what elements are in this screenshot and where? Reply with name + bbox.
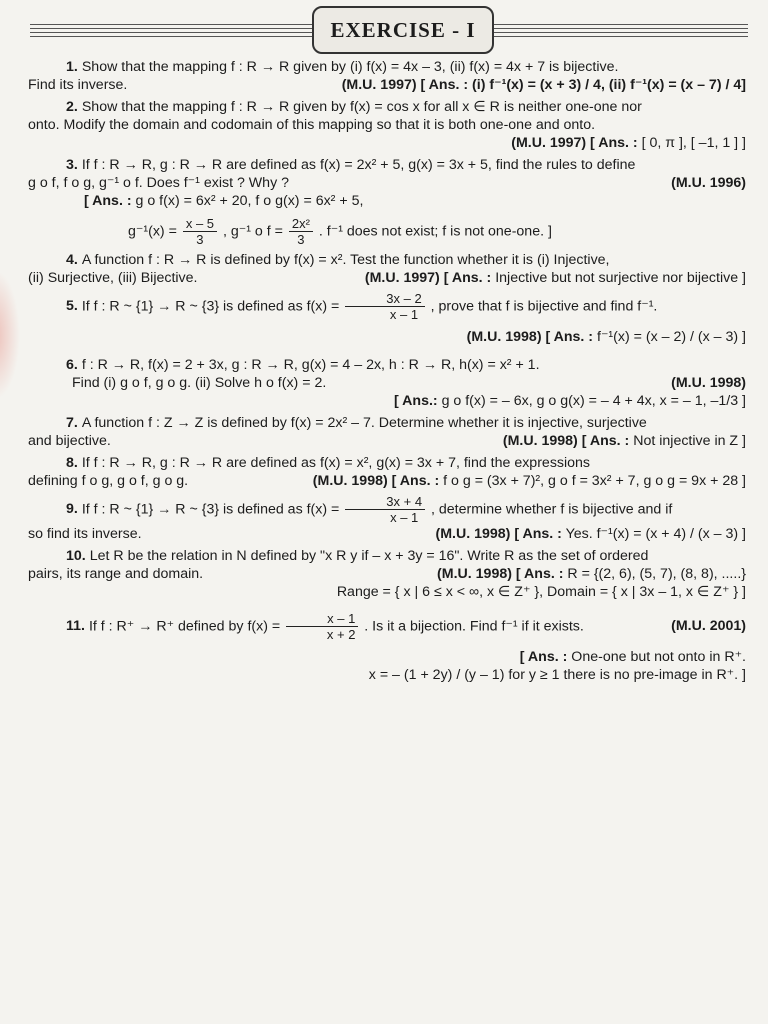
question-10: 10. Let R be the relation in N defined by "x R y if – x + 3y = 16". Write R as the set of ordered pairs, its range and domain. (M.U. 1998) [ Ans. : R = {(2, 6), (5, 7), (8, 8), .....} Range = { x | 6 ≤ x < ∞, x ∈ Z⁺ }, Domain = { x | 3x – 1, x ∈ Z⁺ } ] [28, 548, 746, 600]
reference: (M.U. 1998) [671, 375, 746, 391]
reference: (M.U. 1998) [ Ans. : [437, 566, 564, 582]
question-8: 8. If f : R → R, g : R → R are defined as f(x) = x², g(x) = 3x + 7, find the expressions defining f o g, g o f, g o g. (M.U. 1998) [ Ans. : f o g = (3x + 7)², g o f = 3x² + 7, g o g = 9x + 28 ] [28, 455, 746, 489]
reference: (M.U. 1998) [ Ans. : [466, 329, 594, 345]
question-text: Show that the mapping f : R → R given by f(x) = cos x for all x ∈ R is neither one-one nor [81, 99, 642, 115]
fraction: $\frac{3x + 4}{x - 1}$ [345, 494, 425, 525]
reference: (M.U. 1998) [ Ans. : [312, 473, 440, 489]
question-text: A function f : Z → Z is defined by f(x) = 2x² – 7. Determine whether it is injective, surjective [81, 415, 647, 431]
answer-label: [ Ans.: [394, 393, 438, 409]
question-continuation: g o f, f o g, g⁻¹ o f. Does f⁻¹ exist ? Why ? [28, 175, 289, 191]
reference: (M.U. 1998) [ Ans. : [435, 526, 562, 542]
reference: (M.U. 1998) [ Ans. : [502, 433, 630, 449]
answer: (i) f⁻¹(x) = (x + 3) / 4, (ii) f⁻¹(x) = (x – 7) / 4] [472, 77, 746, 93]
question-continuation: defining f o g, g o f, g o g. [28, 473, 189, 489]
question-1: 1. Show that the mapping f : R → R given by (i) f(x) = 4x – 3, (ii) f(x) = 4x + 7 is bijective. Find its inverse. (M.U. 1997) [ Ans. : (i) f⁻¹(x) = (x + 3) / 4, (ii) f⁻¹(x) = (x – 7) / 4] [28, 59, 746, 93]
reference: (M.U. 1997) [ Ans. : [511, 135, 638, 151]
question-continuation: onto. Modify the domain and codomain of this mapping so that it is both one-one and onto. [28, 117, 596, 133]
answer-label: [ Ans. : [519, 649, 568, 665]
page-edge-shadow [0, 270, 20, 400]
question-4: 4. A function f : R → R is defined by f(x) = x². Test the function whether it is (i) Injective, (ii) Surjective, (iii) Bijective. (M.U. 1997) [ Ans. : Injective but not surjective nor bijective ] [28, 252, 746, 286]
question-text: f : R → R, f(x) = 2 + 3x, g : R → R, g(x) = 4 – 2x, h : R → R, h(x) = x² + 1. [81, 357, 540, 373]
question-2: 2. Show that the mapping f : R → R given by f(x) = cos x for all x ∈ R is neither one-one nor onto. Modify the domain and codomain of this mapping so that it is both one-one and onto. (M.U. 1997) [ Ans. : [ 0, π ], [ –1, 1 ] ] [28, 99, 746, 151]
answer-line-2: g⁻¹(x) = $\frac{x - 5}{3}$ , g⁻¹ o f = $\frac{\text{2x²}}{3}$ . f⁻¹ does not exist; f is not one-one. ] [128, 216, 552, 247]
question-text: Show that the mapping f : R → R given by (i) f(x) = 4x – 3, (ii) f(x) = 4x + 7 is bijective. [81, 59, 619, 75]
reference: (M.U. 1997) [ Ans. : [364, 270, 492, 286]
fraction: $\frac{\text{2x²}}{3}$ [289, 216, 313, 247]
fraction: $\frac{x - 5}{3}$ [183, 216, 217, 247]
question-continuation: Find (i) g o f, g o g. (ii) Solve h o f(x) = 2. [72, 375, 327, 391]
answer-line-2: Range = { x | 6 ≤ x < ∞, x ∈ Z⁺ }, Domain = { x | 3x – 1, x ∈ Z⁺ } ] [336, 584, 746, 600]
question-text: 11. If f : R⁺ → R⁺ defined by f(x) = $\frac{x - 1}{x + 2}$ . Is it a bijection. Find f⁻¹ if it exists. [66, 611, 584, 642]
question-5 [28, 291, 746, 346]
question-continuation: pairs, its range and domain. [28, 566, 204, 582]
exercise-title: EXERCISE - I [312, 6, 494, 54]
answer: R = {(2, 6), (5, 7), (8, 8), .....} [567, 566, 746, 582]
answer: Yes. f⁻¹(x) = (x + 4) / (x – 3) ] [565, 526, 746, 542]
question-text: 5. If f : R ~ {1} → R ~ {3} is defined as f(x) = $\frac{3x - 2}{x - 1}$ , prove that f is bijective and find f⁻¹. [66, 291, 658, 322]
answer: f o g = (3x + 7)², g o f = 3x² + 7, g o g = 9x + 28 ] [443, 473, 746, 489]
question-6: 6. f : R → R, f(x) = 2 + 3x, g : R → R, g(x) = 4 – 2x, h : R → R, h(x) = x² + 1. Find (i) g o f, g o g. (ii) Solve h o f(x) = 2. (M.U. 1998) [ Ans.: g o f(x) = – 6x, g o g(x) = – 4 + 4x, x = – 1, –1/3 ] [66, 357, 746, 409]
answer-line-2: x = – (1 + 2y) / (y – 1) for y ≥ 1 there is no pre-image in R⁺. ] [368, 667, 746, 683]
reference: (M.U. 2001) [671, 618, 746, 635]
fraction: $\frac{3x - 2}{x - 1}$ [345, 291, 424, 322]
fraction: $\frac{x - 1}{x + 2}$ [286, 611, 358, 642]
question-text: Let R be the relation in N defined by "x R y if – x + 3y = 16". Write R as the set of ordered [89, 548, 649, 564]
answer: [ 0, π ], [ –1, 1 ] ] [641, 135, 746, 151]
question-text: If f : R → R, g : R → R are defined as f(x) = x², g(x) = 3x + 7, find the expressions [81, 455, 591, 471]
reference: (M.U. 1997) [ Ans. : [341, 77, 469, 93]
answer-label: [ Ans. : [84, 193, 132, 209]
question-text: 9. If f : R ~ {1} → R ~ {3} is defined as f(x) = $\frac{3x + 4}{x - 1}$ , determine whether f is bijective and if [66, 494, 673, 525]
answer: f⁻¹(x) = (x – 2) / (x – 3) ] [597, 329, 746, 345]
question-continuation: and bijective. [28, 433, 111, 449]
question-continuation: Find its inverse. [28, 77, 128, 93]
question-text: A function f : R → R is defined by f(x) = x². Test the function whether it is (i) Injective, [81, 252, 610, 268]
answer: One-one but not onto in R⁺. [571, 649, 746, 665]
question-9 [28, 494, 746, 543]
answer: g o f(x) = – 6x, g o g(x) = – 4 + 4x, x = – 1, –1/3 ] [441, 393, 746, 409]
question-3: 3. If f : R → R, g : R → R are defined as f(x) = 2x² + 5, g(x) = 3x + 5, find the rules to define g o f, f o g, g⁻¹ o f. Does f⁻¹ exist ? Why ? (M.U. 1996) [ Ans. : g o f(x) = 6x² + 20, f o g(x) = 6x² + 5, g⁻¹(x) = $\frac{x - 5}{3}$ , g⁻¹ o f = $\frac{\text{2x²}}{3}$ . f⁻¹ does not exist; f is not one-one. ] [28, 157, 746, 247]
question-11 [28, 605, 746, 684]
answer: Not injective in Z ] [633, 433, 746, 449]
question-continuation: so find its inverse. [28, 526, 142, 542]
reference: (M.U. 1996) [671, 175, 746, 191]
answer: Injective but not surjective nor bijective ] [495, 270, 746, 286]
question-text: If f : R → R, g : R → R are defined as f(x) = 2x² + 5, g(x) = 3x + 5, find the rules to define [81, 157, 636, 173]
answer-line-1: g o f(x) = 6x² + 20, f o g(x) = 6x² + 5, [135, 193, 364, 209]
exercise-content [28, 58, 746, 688]
question-continuation: (ii) Surjective, (iii) Bijective. [28, 270, 198, 286]
question-7: 7. A function f : Z → Z is defined by f(x) = 2x² – 7. Determine whether it is injective, surjective and bijective. (M.U. 1998) [ Ans. : Not injective in Z ] [28, 415, 746, 449]
